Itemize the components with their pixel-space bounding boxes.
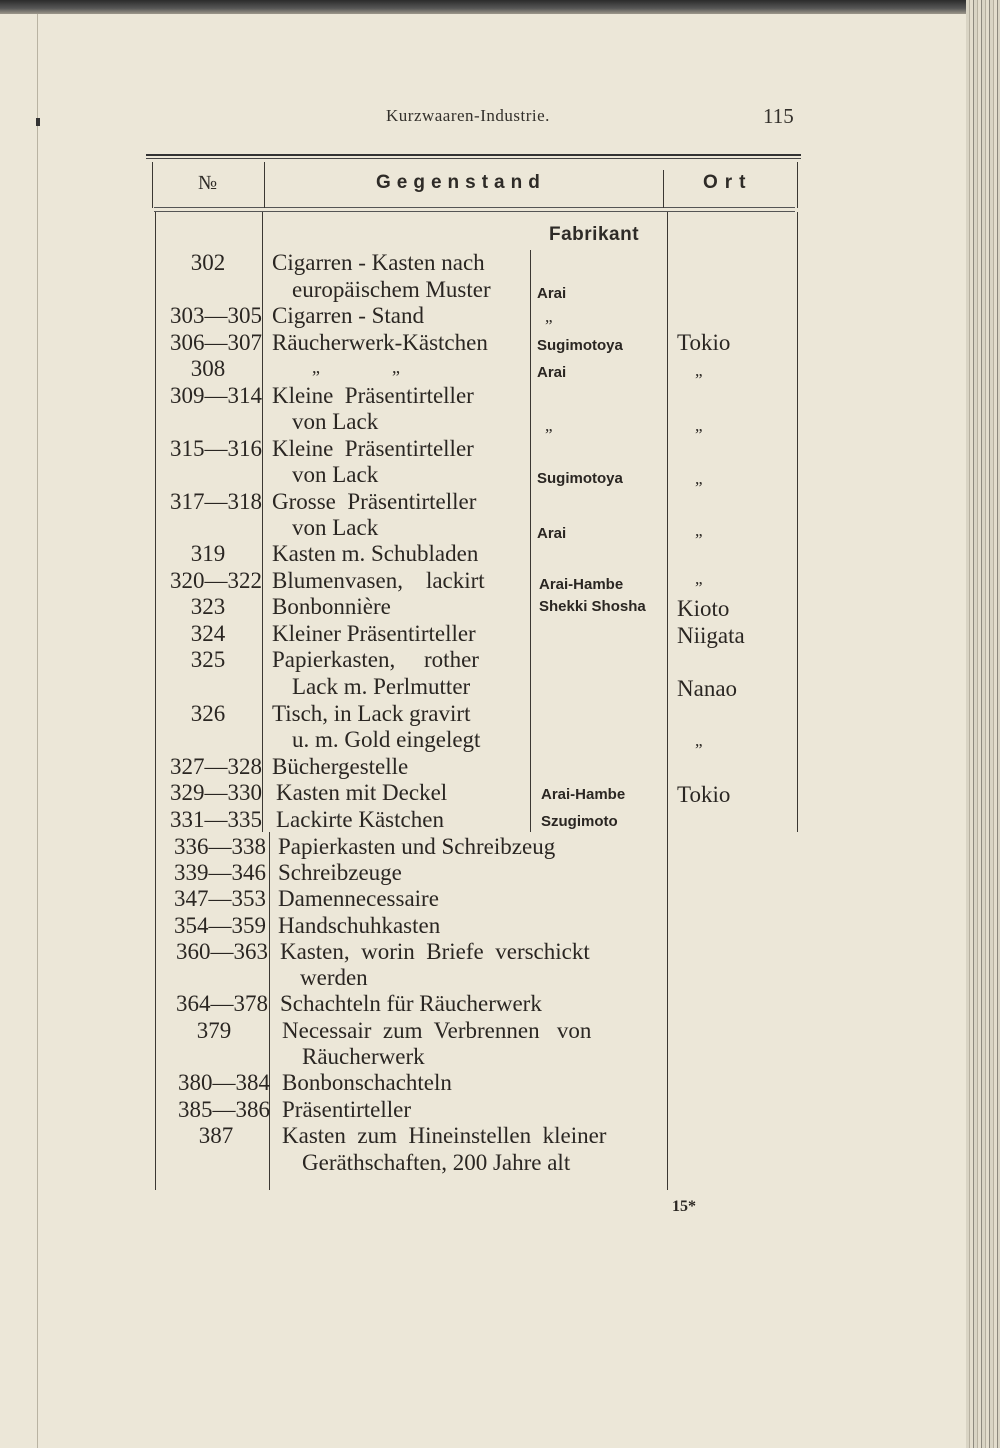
binding-mark: [36, 118, 40, 126]
row-number: 308: [190, 356, 226, 381]
row-item-line: von Lack: [292, 515, 379, 540]
row-item-line: Kasten m. Schubladen: [272, 541, 479, 566]
row-maker: Szugimoto: [541, 813, 618, 830]
header-bottom-rule: [154, 207, 795, 208]
row-maker: Arai-Hambe: [539, 576, 624, 593]
row-item-line: von Lack: [292, 462, 379, 487]
header-place: Ort: [703, 172, 753, 193]
row-item-line: Präsentirteller: [282, 1097, 412, 1122]
row-item-line: Geräthschaften, 200 Jahre alt: [302, 1150, 571, 1175]
row-item-line: Kleine Präsentirteller: [272, 436, 474, 461]
row-maker-ditto: ”: [545, 425, 553, 444]
row-number: 379: [196, 1018, 232, 1043]
column-divider-place: [667, 212, 668, 1190]
row-item-line: Damennecessaire: [278, 886, 439, 911]
row-item-line: werden: [300, 965, 368, 990]
row-item-line: Tisch, in Lack gravirt: [272, 701, 471, 726]
column-divider-maker: [530, 250, 531, 832]
row-item-line: europäischem Muster: [292, 277, 491, 302]
row-item-line: Kleine Präsentirteller: [272, 383, 474, 408]
row-maker-ditto: ”: [545, 316, 553, 335]
row-item-line: Cigarren - Kasten nach: [272, 250, 485, 275]
row-place-ditto: ”: [695, 370, 703, 389]
row-item-line: Lackirte Kästchen: [276, 807, 444, 832]
row-number: 319: [190, 541, 226, 566]
row-number: 364—378: [176, 991, 268, 1016]
row-number: 324: [190, 621, 226, 646]
row-number: 323: [190, 594, 226, 619]
header-item: Gegenstand: [376, 172, 546, 193]
row-place-ditto: ”: [695, 478, 703, 497]
row-item-line: Blumenvasen, lackirt: [272, 568, 485, 593]
header-divider-left: [152, 162, 153, 208]
page-number: 115: [763, 104, 794, 128]
header-bottom-rule-thin: [154, 211, 795, 212]
row-number: 354—359: [174, 913, 266, 938]
row-number: 315—316: [170, 436, 262, 461]
row-item-line: Büchergestelle: [272, 754, 409, 779]
row-maker: Arai: [537, 364, 567, 381]
row-place-ditto: ”: [695, 578, 703, 597]
row-place: Kioto: [677, 596, 730, 621]
row-number: 385—386: [178, 1097, 270, 1122]
column-divider-right: [797, 212, 798, 832]
row-number: 339—346: [174, 860, 266, 885]
row-item-line: von Lack: [292, 409, 379, 434]
row-number: 329—330: [170, 780, 262, 805]
row-maker: Sugimotoya: [537, 470, 623, 487]
row-item-line: Bonbonschachteln: [282, 1070, 452, 1095]
row-number: 325: [190, 647, 226, 672]
header-divider-number: [264, 162, 265, 208]
gutter-line: [37, 14, 38, 1448]
row-maker: Shekki Shosha: [539, 598, 646, 615]
table-top-rule: [146, 154, 801, 156]
table-top-rule-thin: [146, 158, 801, 159]
row-maker: Sugimotoya: [537, 337, 623, 354]
row-item-line: Necessair zum Verbrennen von: [282, 1018, 592, 1043]
running-title: Kurzwaaren-Industrie.: [386, 106, 550, 125]
column-divider-number-upper: [262, 212, 263, 832]
row-item-line: Bonbonnière: [272, 594, 391, 619]
row-maker: Arai: [537, 285, 567, 302]
row-item-line: Kasten, worin Briefe verschickt: [280, 939, 590, 964]
row-number: 327—328: [170, 754, 262, 779]
row-item-ditto: ” ”: [312, 367, 400, 387]
book-page-edges: [966, 0, 1000, 1448]
row-place-ditto: ”: [695, 530, 703, 549]
row-maker: Arai: [537, 525, 567, 542]
row-number: 303—305: [170, 303, 262, 328]
row-item-line: Räucherwerk-Kästchen: [272, 330, 488, 355]
row-number: 306—307: [170, 330, 262, 355]
row-number: 331—335: [170, 807, 262, 832]
row-number: 336—338: [174, 834, 266, 859]
row-number: 380—384: [178, 1070, 270, 1095]
header-number: №: [198, 172, 218, 194]
row-item-line: Räucherwerk: [302, 1044, 425, 1069]
header-divider-right: [797, 162, 798, 208]
row-maker: Arai-Hambe: [541, 786, 626, 803]
header-divider-place: [663, 170, 664, 208]
row-item-line: Kasten mit Deckel: [276, 780, 448, 805]
row-item-line: Grosse Präsentirteller: [272, 489, 477, 514]
row-item-line: u. m. Gold eingelegt: [292, 727, 481, 752]
row-place-ditto: ”: [695, 740, 703, 759]
row-number: 302: [190, 250, 226, 275]
row-number: 347—353: [174, 886, 266, 911]
row-item-line: Papierkasten, rother: [272, 647, 479, 672]
row-place: Tokio: [677, 782, 731, 807]
row-item-line: Schreibzeuge: [278, 860, 402, 885]
row-item-line: Kleiner Präsentirteller: [272, 621, 476, 646]
row-number: 309—314: [170, 383, 262, 408]
row-number: 326: [190, 701, 226, 726]
row-number: 317—318: [170, 489, 262, 514]
printer-signature: 15*: [672, 1198, 696, 1215]
row-item-line: Kasten zum Hineinstellen kleiner: [282, 1123, 607, 1148]
row-place: Niigata: [677, 623, 745, 648]
row-item-line: Papierkasten und Schreibzeug: [278, 834, 556, 859]
row-item-line: Handschuhkasten: [278, 913, 441, 938]
row-number: 387: [198, 1123, 234, 1148]
row-number: 320—322: [170, 568, 262, 593]
row-item-line: Schachteln für Räucherwerk: [280, 991, 542, 1016]
row-number: 360—363: [176, 939, 268, 964]
header-maker: Fabrikant: [549, 224, 640, 245]
row-item-line: Cigarren - Stand: [272, 303, 425, 328]
row-place: Nanao: [677, 676, 738, 701]
row-item-line: Lack m. Perlmutter: [292, 674, 471, 699]
row-place: Tokio: [677, 330, 731, 355]
row-place-ditto: ”: [695, 425, 703, 444]
scan-top-edge: [0, 0, 1000, 14]
